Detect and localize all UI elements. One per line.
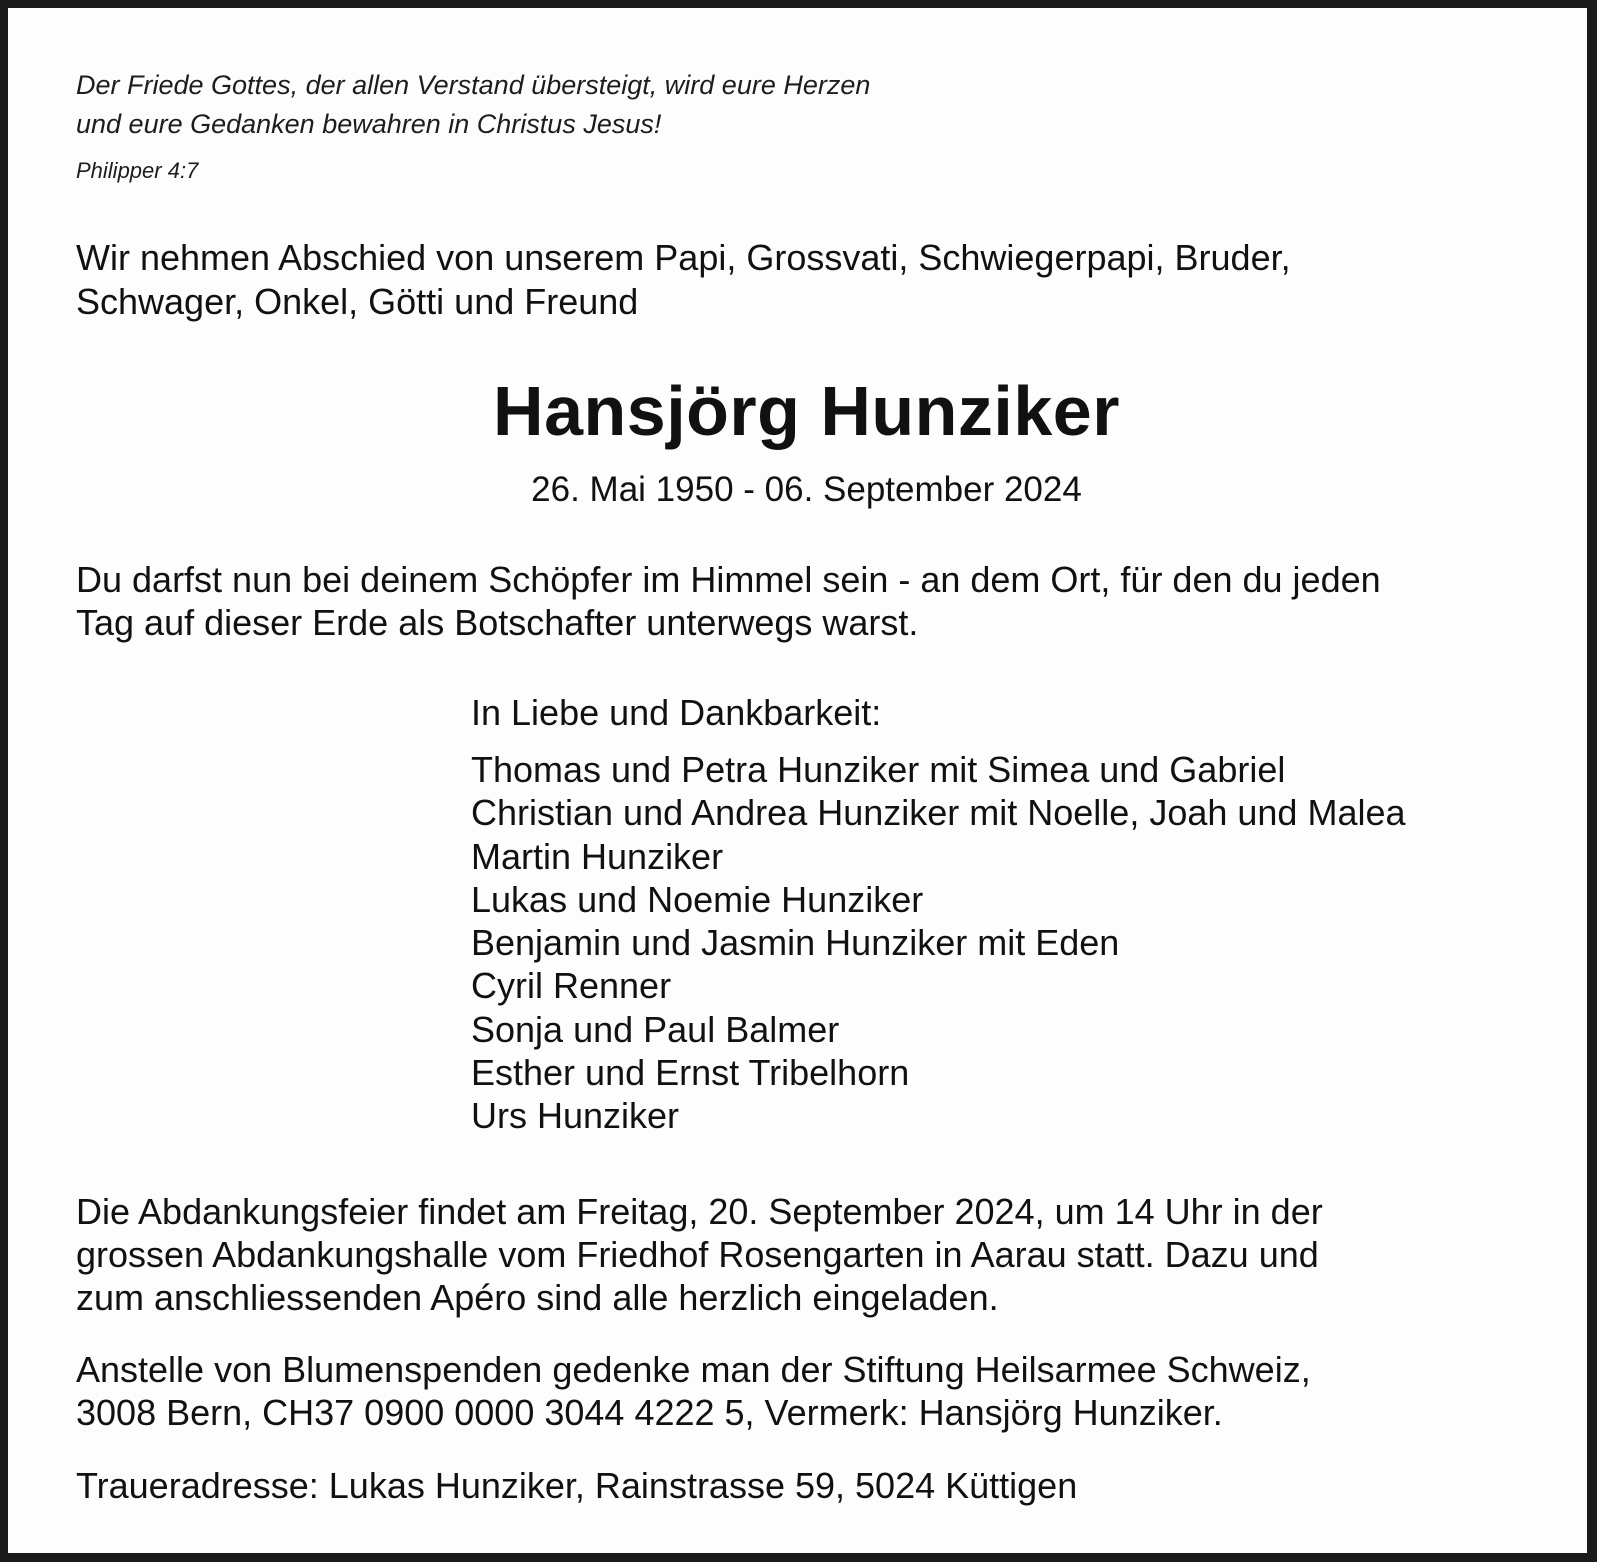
mourner-entry: Martin Hunziker bbox=[471, 835, 724, 877]
mourner-entry: Esther und Ernst Tribelhorn bbox=[471, 1052, 910, 1094]
ceremony-line: Die Abdankungsfeier findet am Freitag, 20. September 2024, um 14 Uhr in der bbox=[76, 1191, 1323, 1232]
bible-verse-reference: Philipper 4:7 bbox=[76, 158, 199, 183]
ceremony-notice bbox=[76, 1190, 1323, 1319]
donation-line: Anstelle von Blumenspenden gedenke man der Stiftung Heilsarmee Schweiz, bbox=[76, 1349, 1311, 1390]
mourning-address: Traueradresse: Lukas Hunziker, Rainstrasse 59, 5024 Küttigen bbox=[76, 1465, 1078, 1506]
mourners-list bbox=[471, 748, 1406, 1138]
mourner-entry: Urs Hunziker bbox=[471, 1095, 680, 1137]
epitaph-line: Du darfst nun bei deinem Schöpfer im Himmel sein - an dem Ort, für den du jeden bbox=[76, 559, 1381, 600]
mourner-entry: Christian und Andrea Hunziker mit Noelle, Joah und Malea bbox=[471, 792, 1406, 834]
bible-verse-line: und eure Gedanken bewahren in Christus Jesus! bbox=[76, 109, 662, 139]
bible-verse bbox=[76, 66, 870, 144]
mourner-entry: Lukas und Noemie Hunziker bbox=[471, 878, 924, 920]
epitaph-line: Tag auf dieser Erde als Botschafter unterwegs warst. bbox=[76, 602, 919, 643]
ceremony-line: grossen Abdankungshalle vom Friedhof Rosengarten in Aarau statt. Dazu und bbox=[76, 1234, 1319, 1275]
mourner-entry: Sonja und Paul Balmer bbox=[471, 1008, 840, 1050]
farewell-intro bbox=[76, 236, 1291, 324]
donation-notice bbox=[76, 1348, 1311, 1434]
farewell-intro-line: Schwager, Onkel, Götti und Freund bbox=[76, 281, 639, 322]
mourners-heading: In Liebe und Dankbarkeit: bbox=[471, 692, 882, 733]
farewell-intro-line: Wir nehmen Abschied von unserem Papi, Grossvati, Schwiegerpapi, Bruder, bbox=[76, 237, 1291, 278]
epitaph bbox=[76, 558, 1381, 644]
donation-line: 3008 Bern, CH37 0900 0000 3044 4222 5, Vermerk: Hansjörg Hunziker. bbox=[76, 1392, 1223, 1433]
mourner-entry: Thomas und Petra Hunziker mit Simea und Gabriel bbox=[471, 749, 1286, 790]
ceremony-line: zum anschliessenden Apéro sind alle herzlich eingeladen. bbox=[76, 1277, 999, 1318]
life-dates: 26. Mai 1950 - 06. September 2024 bbox=[531, 470, 1082, 509]
mourner-entry: Cyril Renner bbox=[471, 965, 672, 1007]
deceased-name: Hansjörg Hunziker bbox=[493, 372, 1120, 450]
mourner-entry: Benjamin und Jasmin Hunziker mit Eden bbox=[471, 922, 1120, 964]
bible-verse-line: Der Friede Gottes, der allen Verstand übersteigt, wird eure Herzen bbox=[76, 70, 871, 100]
